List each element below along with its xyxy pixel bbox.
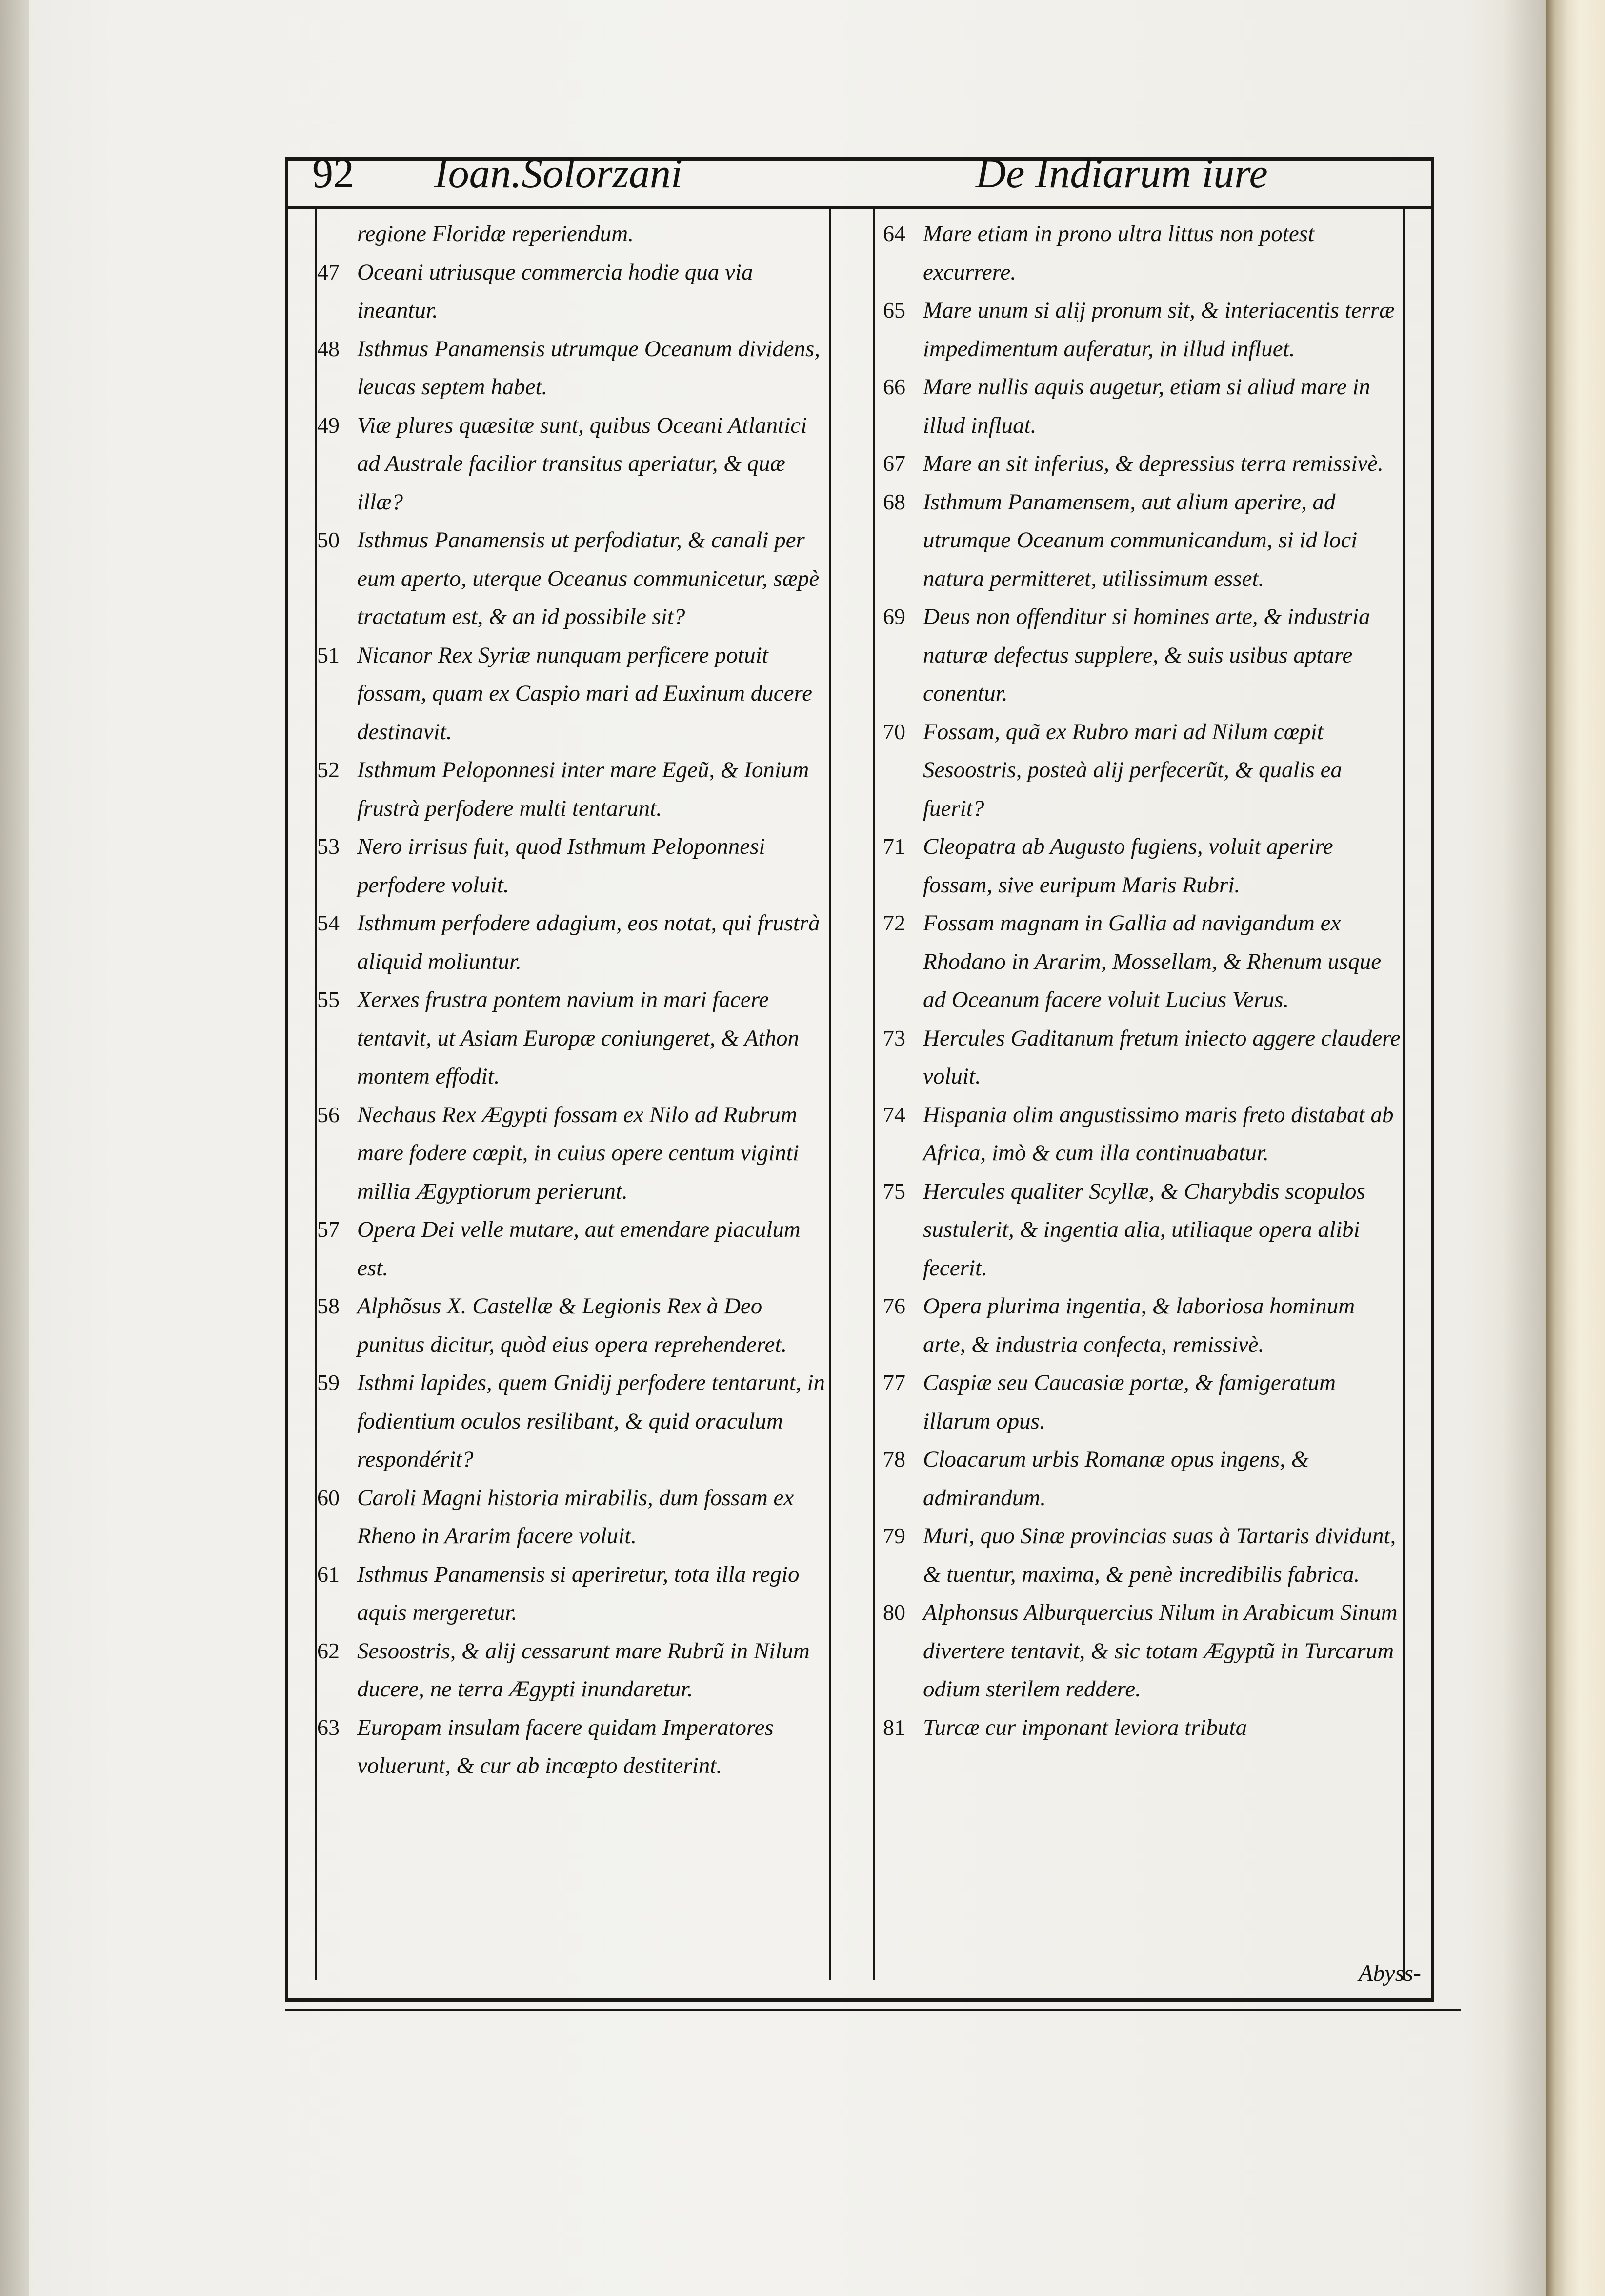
index-entry bbox=[317, 1364, 829, 1479]
work-title: De Indiarum iure bbox=[976, 150, 1268, 197]
entry-text: Mare unum si alij pronum sit, & interiacentis terræ impedimentum auferatur, in illud influet. bbox=[923, 298, 1395, 362]
entry-text: Europam insulam facere quidam Imperatores voluerunt, & cur ab incœpto destiterint. bbox=[357, 1714, 774, 1778]
entry-number: 61 bbox=[317, 1561, 340, 1587]
index-entry bbox=[317, 521, 829, 636]
column-divider-right bbox=[873, 209, 875, 1980]
index-entry bbox=[883, 1096, 1403, 1172]
entry-number: 65 bbox=[883, 298, 905, 322]
entry-text: Mare etiam in prono ultra littus non potest excurrere. bbox=[923, 221, 1315, 285]
entry-text: Isthmum perfodere adagium, eos notat, qui frustrà aliquid moliuntur. bbox=[357, 910, 820, 974]
entry-text: Caspiæ seu Caucasiæ portæ, & famigeratum illarum opus. bbox=[923, 1370, 1336, 1434]
column-divider-left bbox=[829, 209, 831, 1980]
frame-inner-right-rule bbox=[1403, 209, 1405, 1980]
frame-inner-left-rule bbox=[315, 209, 317, 1980]
binding-shadow bbox=[1503, 0, 1546, 2296]
frame-left-rule bbox=[285, 157, 288, 2001]
index-entry bbox=[883, 1593, 1403, 1709]
entry-number: 81 bbox=[883, 1714, 905, 1740]
entry-text: Hercules Gaditanum fretum iniecto aggere claudere voluit. bbox=[923, 1025, 1401, 1089]
entry-text: Cleopatra ab Augusto fugiens, voluit aperire fossam, sive euripum Maris Rubri. bbox=[923, 834, 1333, 898]
index-entry bbox=[883, 483, 1403, 598]
index-entry bbox=[317, 1479, 829, 1555]
entry-number: 58 bbox=[317, 1293, 340, 1318]
entry-text: Turcæ cur imponant leviora tributa bbox=[923, 1714, 1247, 1740]
entry-number: 57 bbox=[317, 1217, 340, 1242]
entry-text: Alphõsus X. Castellæ & Legionis Rex à Deo punitus dicitur, quòd eius opera reprehenderet. bbox=[357, 1293, 787, 1357]
entry-number: 56 bbox=[317, 1102, 340, 1127]
entry-text: Cloacarum urbis Romanæ opus ingens, & admirandum. bbox=[923, 1447, 1309, 1511]
entry-number: 59 bbox=[317, 1370, 340, 1395]
entry-number: 52 bbox=[317, 757, 340, 782]
entry-text: Xerxes frustra pontem navium in mari facere tentavit, ut Asiam Europæ coniungeret, & Athon montem effodit. bbox=[357, 987, 799, 1089]
index-entry bbox=[317, 330, 829, 406]
entry-number: 60 bbox=[317, 1485, 340, 1510]
index-entry bbox=[317, 1632, 829, 1709]
frame-right-rule bbox=[1431, 157, 1434, 2001]
entry-text: Alphonsus Alburquercius Nilum in Arabicum Sinum divertere tentavit, & sic totam Ægyptũ in Turcarum odium sterilem reddere. bbox=[923, 1600, 1398, 1702]
entry-number: 47 bbox=[317, 259, 340, 284]
entry-text: Hispania olim angustissimo maris freto distabat ab Africa, imò & cum illa continuabatur. bbox=[923, 1102, 1394, 1166]
catchword: Abyss- bbox=[1359, 1960, 1421, 1986]
index-entry bbox=[883, 291, 1403, 368]
entry-text: Isthmus Panamensis ut perfodiatur, & canali per eum aperto, uterque Oceanus communicetur, sæpè tractatum est, & an id possibile sit? bbox=[357, 527, 820, 629]
entry-text: Muri, quo Sinæ provincias suas à Tartaris dividunt, & tuentur, maxima, & penè incredibilis fabrica. bbox=[923, 1523, 1396, 1587]
entry-number: 50 bbox=[317, 527, 340, 552]
binding-edge bbox=[1546, 0, 1605, 2296]
frame-bottom-rule bbox=[285, 1998, 1434, 2002]
frame-bottom-double-rule bbox=[285, 2009, 1461, 2011]
index-entry bbox=[317, 1709, 829, 1785]
entry-text: Isthmum Panamensem, aut alium aperire, ad utrumque Oceanum communicandum, si id loci natura permitteret, utilissimum esset. bbox=[923, 489, 1358, 591]
entry-text: Mare nullis aquis augetur, etiam si aliud mare in illud influat. bbox=[923, 374, 1370, 438]
entry-number: 78 bbox=[883, 1447, 905, 1471]
index-entry bbox=[883, 904, 1403, 1019]
entry-text: Nechaus Rex Ægypti fossam ex Nilo ad Rubrum mare fodere cœpit, in cuius opere centum viginti millia Ægyptiorum perierunt. bbox=[357, 1102, 799, 1204]
entry-number: 64 bbox=[883, 221, 905, 246]
entry-number: 79 bbox=[883, 1523, 905, 1548]
entry-number: 51 bbox=[317, 642, 340, 667]
entry-text: Hercules qualiter Scyllæ, & Charybdis scopulos sustulerit, & ingentia alia, utiliaque opera alibi fecerit. bbox=[923, 1178, 1365, 1281]
entry-text: Caroli Magni historia mirabilis, dum fossam ex Rheno in Ararim facere voluit. bbox=[357, 1485, 794, 1549]
entry-number: 62 bbox=[317, 1638, 340, 1663]
entry-number: 55 bbox=[317, 987, 340, 1012]
entry-number: 71 bbox=[883, 834, 905, 859]
index-entry bbox=[883, 598, 1403, 713]
index-entry bbox=[883, 1517, 1403, 1593]
index-entry bbox=[317, 215, 829, 253]
entry-text: Oceani utriusque commercia hodie qua via ineantur. bbox=[357, 259, 753, 323]
index-entry bbox=[883, 713, 1403, 828]
entry-number: 76 bbox=[883, 1293, 905, 1318]
entry-text: Nicanor Rex Syriæ nunquam perficere potuit fossam, quam ex Caspio mari ad Euxinum ducere destinavit. bbox=[357, 642, 812, 745]
author-name: Ioan.Solorzani bbox=[434, 150, 682, 197]
right-column bbox=[883, 215, 1403, 1971]
entry-number: 77 bbox=[883, 1370, 905, 1395]
index-entry bbox=[883, 827, 1403, 904]
entry-number: 72 bbox=[883, 910, 905, 935]
index-entry bbox=[883, 1440, 1403, 1517]
entry-number: 73 bbox=[883, 1025, 905, 1050]
index-entry bbox=[883, 1019, 1403, 1096]
entry-number: 66 bbox=[883, 374, 905, 399]
entry-number: 80 bbox=[883, 1600, 905, 1625]
entry-number: 68 bbox=[883, 489, 905, 514]
index-entry bbox=[317, 636, 829, 751]
entry-text: Mare an sit inferius, & depressius terra remissivè. bbox=[923, 451, 1384, 476]
index-entry bbox=[317, 904, 829, 981]
entry-text: Fossam, quã ex Rubro mari ad Nilum cœpit Sesoostris, posteà alij perfecerũt, & qualis ea fuerit? bbox=[923, 719, 1342, 821]
index-entry bbox=[317, 406, 829, 522]
index-entry bbox=[317, 827, 829, 904]
index-entry bbox=[883, 1287, 1403, 1364]
entry-number: 74 bbox=[883, 1102, 905, 1127]
index-entry bbox=[317, 1287, 829, 1364]
entry-number: 63 bbox=[317, 1714, 340, 1740]
index-entry bbox=[317, 253, 829, 330]
entry-text: Isthmus Panamensis si aperiretur, tota illa regio aquis mergeretur. bbox=[357, 1561, 800, 1625]
entry-text: Deus non offenditur si homines arte, & industria naturæ defectus supplere, & suis usibus aptare conentur. bbox=[923, 604, 1370, 706]
index-entry bbox=[883, 1364, 1403, 1440]
entry-text: Viæ plures quæsitæ sunt, quibus Oceani Atlantici ad Australe facilior transitus aperiatur, & quæ illæ? bbox=[357, 412, 807, 515]
entry-number: 75 bbox=[883, 1178, 905, 1204]
entry-text: Fossam magnam in Gallia ad navigandum ex Rhodano in Ararim, Mossellam, & Rhenum usque ad Oceanum facere voluit Lucius Verus. bbox=[923, 910, 1382, 1012]
entry-text: Sesoostris, & alij cessarunt mare Rubrũ in Nilum ducere, ne terra Ægypti inundaretur. bbox=[357, 1638, 810, 1702]
index-entry bbox=[317, 1210, 829, 1287]
index-entry bbox=[883, 1709, 1403, 1747]
index-entry bbox=[883, 444, 1403, 483]
index-entry bbox=[883, 368, 1403, 444]
index-entry bbox=[883, 215, 1403, 291]
entry-text: regione Floridæ reperiendum. bbox=[357, 221, 634, 246]
entry-text: Nero irrisus fuit, quod Isthmum Peloponnesi perfodere voluit. bbox=[357, 834, 765, 898]
entry-text: Isthmi lapides, quem Gnidij perfodere tentarunt, in fodientium oculos resilibant, & quid oraculum respondérit? bbox=[357, 1370, 825, 1472]
entry-number: 69 bbox=[883, 604, 905, 629]
entry-text: Isthmum Peloponnesi inter mare Egeũ, & Ionium frustrà perfodere multi tentarunt. bbox=[357, 757, 809, 821]
entry-number: 67 bbox=[883, 451, 905, 476]
index-entry bbox=[317, 751, 829, 827]
entry-number: 53 bbox=[317, 834, 340, 859]
index-entry bbox=[317, 1096, 829, 1211]
gutter-edge bbox=[0, 0, 29, 2296]
entry-text: Isthmus Panamensis utrumque Oceanum dividens, leucas septem habet. bbox=[357, 336, 821, 400]
left-column bbox=[317, 215, 829, 1971]
entry-number: 70 bbox=[883, 719, 905, 744]
entry-text: Opera Dei velle mutare, aut emendare piaculum est. bbox=[357, 1217, 801, 1281]
index-entry bbox=[317, 1555, 829, 1632]
index-entry bbox=[883, 1172, 1403, 1288]
frame-rule-under-head bbox=[285, 206, 1434, 209]
index-entry bbox=[317, 981, 829, 1096]
page-number: 92 bbox=[312, 150, 354, 197]
entry-number: 48 bbox=[317, 336, 340, 361]
entry-text: Opera plurima ingentia, & laboriosa hominum arte, & industria confecta, remissivè. bbox=[923, 1293, 1355, 1357]
entry-number: 49 bbox=[317, 412, 340, 438]
entry-number: 54 bbox=[317, 910, 340, 935]
